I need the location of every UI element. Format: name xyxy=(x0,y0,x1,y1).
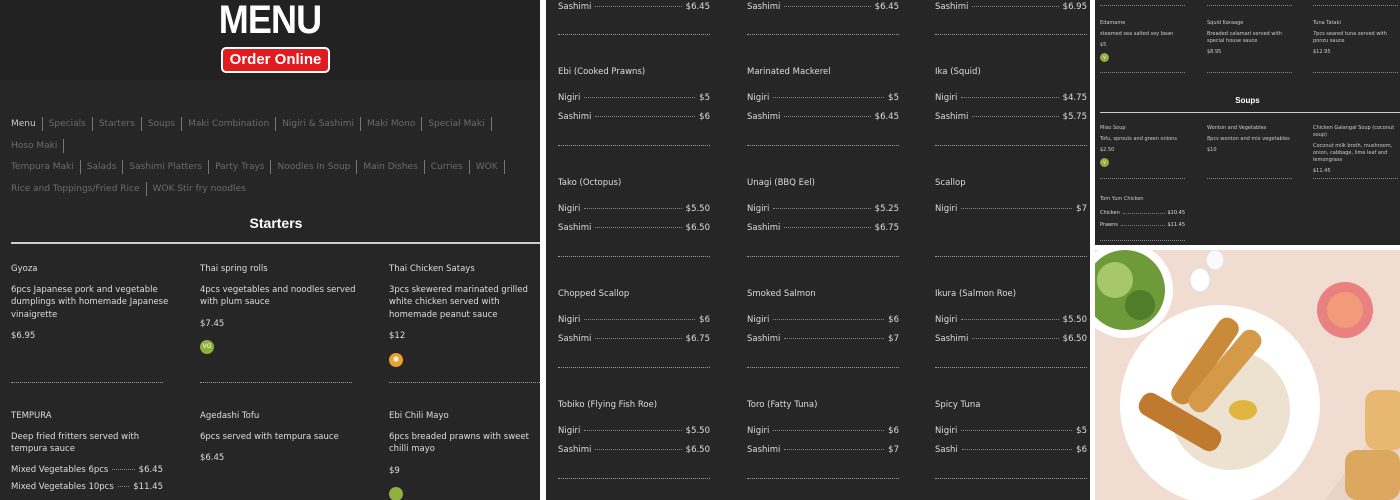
menu-item-name: Tobiko (Flying Fish Roe) xyxy=(558,400,658,410)
menu-panel-starters xyxy=(0,0,540,500)
divider xyxy=(1313,178,1398,179)
item-desc: 6pcs Japanese pork and vegetable dumplings with homemade Japanese vinaigrette xyxy=(11,284,169,320)
divider xyxy=(1207,5,1292,6)
menu-item-agedashi-tofu[interactable] xyxy=(200,410,358,475)
category-nav xyxy=(11,115,531,201)
price-row: Sashimi $6.50 xyxy=(558,445,710,455)
price-row: Sashimi $7 xyxy=(747,445,899,455)
item-name: TEMPURA xyxy=(11,411,52,421)
nav-item[interactable]: Hoso Maki xyxy=(11,139,64,153)
vegan-badge-icon: V xyxy=(1100,53,1109,62)
price-row: Sashimi $6.75 xyxy=(747,223,899,233)
item-desc: 3pcs skewered marinated grilled white chicken served with homemade peanut sauce xyxy=(389,284,528,320)
divider xyxy=(1207,178,1292,179)
divider xyxy=(935,256,1087,257)
item-name: Ebi Chili Mayo xyxy=(389,411,449,421)
divider xyxy=(935,34,1087,35)
price-row: Sashimi $7 xyxy=(747,334,899,344)
menu-item-gyoza[interactable] xyxy=(11,263,169,353)
menu-item-name: Ika (Squid) xyxy=(935,67,981,77)
divider xyxy=(1100,5,1185,6)
vegan-badge-icon: V xyxy=(1100,158,1109,167)
menu-item-name: Spicy Tuna xyxy=(935,400,981,410)
nav-item[interactable]: Specials xyxy=(49,117,93,131)
nav-item[interactable]: Noodles In Soup xyxy=(277,160,357,174)
item-desc: 6pcs breaded prawns with sweet chilli mayo xyxy=(389,431,529,454)
divider xyxy=(747,34,899,35)
item-name: Gyoza xyxy=(11,264,38,274)
menu-panel-nigiri-sashimi xyxy=(546,0,1090,500)
price-row: Nigiri $5 xyxy=(558,93,710,103)
menu-item[interactable]: Squid Karaage Breaded calamari served with special house sauce $8.95 xyxy=(1207,20,1282,55)
item-price: $6.45 xyxy=(200,453,225,463)
price-row: Nigiri $6 xyxy=(558,315,710,325)
menu-item[interactable]: Edamame steamed sea salted soy bean $5 V xyxy=(1100,20,1174,60)
menu-item-name: Unagi (BBQ Eel) xyxy=(747,178,815,188)
menu-item[interactable]: Wonton and Vegetables 8pcs wonton and mix vegetables $10 xyxy=(1207,125,1290,153)
nav-item[interactable]: Nigiri & Sashimi xyxy=(282,117,361,131)
option-row: Mixed Vegetables 10pcs $11.45 xyxy=(11,482,163,492)
section-title-soups: Soups xyxy=(1235,96,1260,105)
item-name: Thai Chicken Satays xyxy=(389,264,475,274)
menu-item[interactable]: Chicken Galangal Soup (coconut soup) Coconut milk broth, mushroom, onion, cabbage, lime leaf and lemongrass $11.45 xyxy=(1313,125,1395,174)
menu-item-name: Smoked Salmon xyxy=(747,289,816,299)
menu-panel-soups xyxy=(1095,0,1400,245)
divider xyxy=(558,145,710,146)
divider xyxy=(200,382,352,383)
price-row: Nigiri $5 xyxy=(747,93,899,103)
price-row: Nigiri $7 xyxy=(935,204,1087,214)
price-row: Sashimi $6.95 xyxy=(935,2,1087,12)
divider xyxy=(1313,5,1398,6)
price-row: Sashimi $6.75 xyxy=(558,334,710,344)
divider xyxy=(935,367,1087,368)
price-row: Nigiri $5.50 xyxy=(935,315,1087,325)
vegan-badge-icon xyxy=(389,487,403,500)
price-row: Nigiri $6 xyxy=(747,426,899,436)
price-row: Sashimi $6.45 xyxy=(747,112,899,122)
price-row: Sashimi $6 xyxy=(558,112,710,122)
divider xyxy=(558,256,710,257)
item-price: $6.95 xyxy=(11,331,36,341)
item-desc: Deep fried fritters served with tempura sauce xyxy=(11,431,140,454)
nav-item[interactable]: Menu xyxy=(11,117,43,131)
divider xyxy=(935,478,1087,479)
hummus-plate-image xyxy=(1095,250,1400,500)
menu-item-name: Chopped Scallop xyxy=(558,289,630,299)
price-row: Nigiri $5 xyxy=(935,426,1087,436)
menu-item-name: Tako (Octopus) xyxy=(558,178,622,188)
price-row: Nigiri $6 xyxy=(747,315,899,325)
divider xyxy=(747,367,899,368)
item-desc: 4pcs vegetables and noodles served with plum sauce xyxy=(200,284,356,307)
divider xyxy=(747,478,899,479)
price-row: Nigiri $4.75 xyxy=(935,93,1087,103)
divider xyxy=(1100,240,1185,241)
nav-item[interactable]: Special Maki xyxy=(428,117,491,131)
nav-item[interactable]: Soups xyxy=(148,117,182,131)
menu-item-name: Scallop xyxy=(935,178,966,188)
divider xyxy=(1207,72,1292,73)
option-row: Chicken $10.45 xyxy=(1100,210,1185,216)
menu-item-name: Toro (Fatty Tuna) xyxy=(747,400,818,410)
item-name: Agedashi Tofu xyxy=(200,411,260,421)
divider xyxy=(11,242,540,244)
item-desc: 6pcs served with tempura sauce xyxy=(200,431,339,442)
menu-item[interactable]: Miso Soup Tofu, sprouts and green onions $2.50 V xyxy=(1100,125,1177,165)
menu-item-name: Marinated Mackerel xyxy=(747,67,831,77)
divider xyxy=(1313,72,1398,73)
divider xyxy=(11,382,163,383)
order-online-button[interactable]: Order Online xyxy=(221,47,330,73)
peanut-icon: ✱ xyxy=(389,353,403,367)
food-photo xyxy=(1095,250,1400,500)
option-row: Prawns $11.45 xyxy=(1100,222,1185,228)
divider xyxy=(558,478,710,479)
nav-item[interactable]: Rice and Toppings/Fried Rice xyxy=(11,182,147,196)
price-row: Sashimi $6.50 xyxy=(935,334,1087,344)
item-price: $7.45 xyxy=(200,318,225,329)
menu-item-tom-yum-chicken[interactable]: Tom Yum Chicken xyxy=(1100,196,1144,202)
price-row: Sashi $6 xyxy=(935,445,1087,455)
menu-item[interactable]: Tuna Tataki 7pcs seared tuna served with ponzu sauce $12.95 xyxy=(1313,20,1387,55)
divider xyxy=(747,145,899,146)
menu-item-ebi-chili-mayo[interactable] xyxy=(389,410,540,500)
nav-item[interactable]: Maki Mono xyxy=(367,117,422,131)
item-name: Thai spring rolls xyxy=(200,264,268,274)
divider xyxy=(935,145,1087,146)
nav-item[interactable]: Starters xyxy=(99,117,142,131)
header xyxy=(0,0,540,80)
menu-item-thai-spring-rolls[interactable] xyxy=(200,263,358,354)
divider xyxy=(558,367,710,368)
vegan-badge-icon: VG xyxy=(200,340,214,354)
nav-item[interactable]: Maki Combination xyxy=(188,117,276,131)
nav-item[interactable]: Salads xyxy=(87,160,124,174)
price-row: Sashimi $6.45 xyxy=(558,2,710,12)
menu-item-name: Ebi (Cooked Prawns) xyxy=(558,67,646,77)
price-row: Nigiri $5.50 xyxy=(558,426,710,436)
menu-item-tempura[interactable] xyxy=(11,410,169,465)
divider xyxy=(1100,72,1185,73)
price-row: Nigiri $5.25 xyxy=(747,204,899,214)
price-row: Sashimi $5.75 xyxy=(935,112,1087,122)
item-price: $12 xyxy=(389,331,406,341)
page-title: MENU xyxy=(218,0,322,42)
option-row: Mixed Vegetables 6pcs $6.45 xyxy=(11,465,163,475)
nav-item[interactable]: Sashimi Platters xyxy=(129,160,209,174)
price-row: Nigiri $5.50 xyxy=(558,204,710,214)
divider xyxy=(747,256,899,257)
nav-item[interactable]: Curries xyxy=(431,160,470,174)
divider xyxy=(1100,112,1400,113)
price-row: Sashimi $6.50 xyxy=(558,223,710,233)
section-title-starters: Starters xyxy=(249,215,303,231)
nav-item[interactable]: Main Dishes xyxy=(363,160,424,174)
divider xyxy=(558,34,710,35)
price-row: Sashimi $6.45 xyxy=(747,2,899,12)
nav-item[interactable]: WOK xyxy=(476,160,505,174)
nav-item[interactable]: WOK Stir fry noodles xyxy=(152,183,246,194)
item-price: $9 xyxy=(389,465,400,476)
menu-item-thai-chicken-satays[interactable] xyxy=(389,263,540,367)
menu-item-name: Ikura (Salmon Roe) xyxy=(935,289,1017,299)
divider xyxy=(389,382,540,383)
nav-item[interactable]: Party Trays xyxy=(215,160,271,174)
nav-item[interactable]: Tempura Maki xyxy=(11,160,81,174)
divider xyxy=(1100,178,1185,179)
